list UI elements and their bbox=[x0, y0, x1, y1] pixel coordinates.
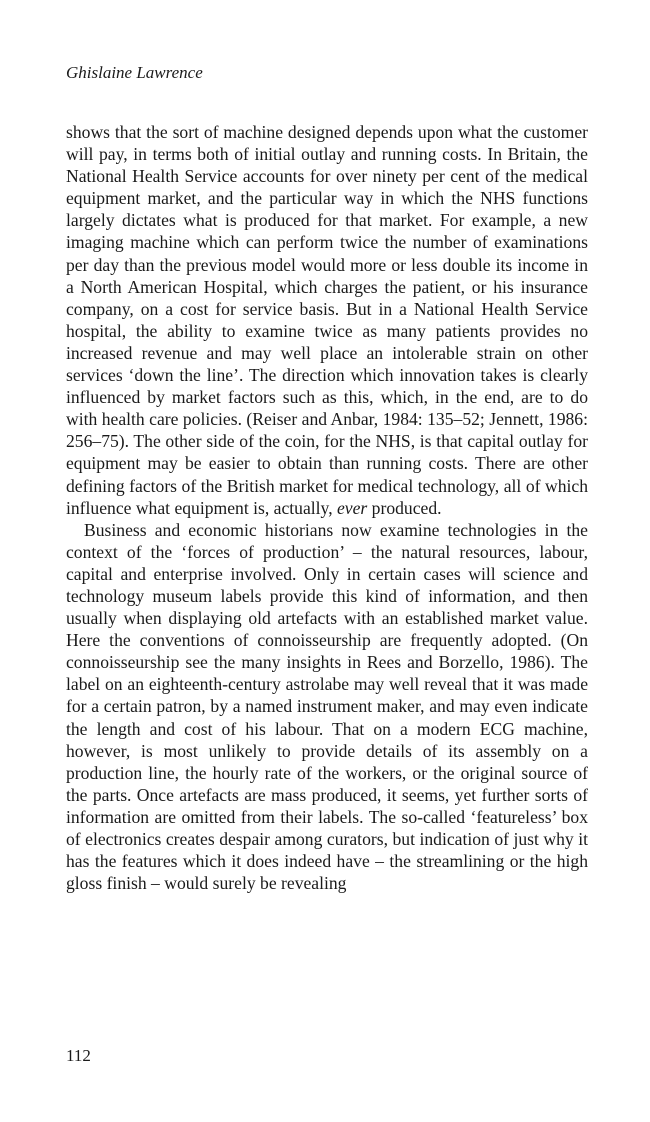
paragraph-1-text-end: produced. bbox=[367, 497, 442, 518]
body-text bbox=[66, 121, 588, 894]
running-head-author: Ghislaine Lawrence bbox=[66, 63, 203, 82]
paragraph-2: Business and economic historians now examine technologies in the context of the ‘forces of production’ – the natural resources, labour, capital and enterprise involved. Only in certain cases will science and technology museum labels provide this kind of information, and then usually when displaying old artefacts with an established market value. Here the conventions of connoisseurship are frequently adopted. (On connoisseurship see the many insights in Rees and Borzello, 1986). The label on an eighteenth-century astrolabe may well reveal that it was made for a certain patron, by a named instrument maker, and may even indicate the length and cost of his labour. That on a modern ECG machine, however, is most unlikely to provide details of its assembly on a production line, the hourly rate of the workers, or the original source of the parts. Once artefacts are mass produced, it seems, yet further sorts of information are omitted from their labels. The so-called ‘featureless’ box of electronics creates despair among curators, but indication of just why it has the features which it does indeed have – the streamlining or the high gloss finish – would surely be revealing bbox=[66, 519, 588, 894]
paragraph-1-emphasis: ever bbox=[337, 497, 368, 518]
paragraph-1-text: shows that the sort of machine designed depends upon what the customer will pay, in terms both of initial outlay and running costs. In Britain, the National Health Service accounts for over ninety per cent of the medical equipment market, and the particular way in which the NHS functions largely dictates what is produced for that market. For example, a new imaging machine which can perform twice the number of examinations per day than the previous model would more or less double its income in a North American Hospital, which charges the patient, or his insurance company, on a cost for service basis. But in a National Health Service hospital, the ability to examine twice as many patients provides no increased revenue and may well place an intolerable strain on other services ‘down the line’. The direction which innovation takes is clearly influenced by market factors such as this, which, in the end, are to do with health care policies. (Reiser and Anbar, 1984: 135–52; Jennett, 1986: 256–75). The other side of the coin, for the NHS, is that capital outlay for equipment may be easier to obtain than running costs. There are other defining factors of the British market for medical technology, all of which influence what equipment is, actually, bbox=[66, 122, 588, 518]
paragraph-1 bbox=[66, 121, 588, 519]
page-number: 112 bbox=[66, 1046, 91, 1065]
